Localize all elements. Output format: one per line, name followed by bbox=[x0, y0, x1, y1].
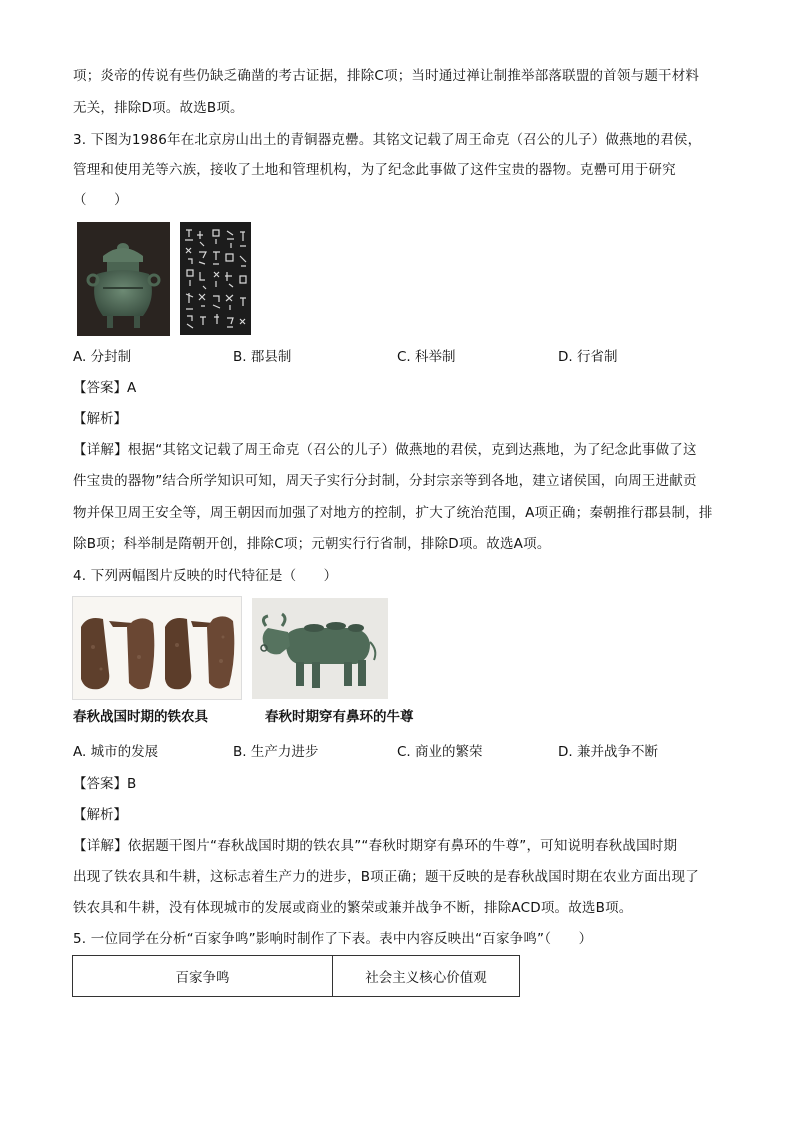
q4-answer: 【答案】B bbox=[73, 776, 137, 792]
table-row bbox=[73, 956, 520, 997]
q3-detail-line-1: 【详解】根据“其铭文记载了周王命克（召公的儿子）做燕地的君侯，克到达燕地，为了纪念此事做了这 bbox=[73, 442, 697, 458]
q4-option-a: A. 城市的发展 bbox=[73, 744, 159, 760]
q4-stem: 4. 下列两幅图片反映的时代特征是（ ） bbox=[73, 568, 338, 584]
q4-detail-line-2: 出现了铁农具和牛耕，这标志着生产力的进步，B项正确；题干反映的是春秋战国时期在农业方面出现了 bbox=[73, 869, 699, 885]
q3-analysis-label: 【解析】 bbox=[73, 411, 127, 427]
q3-detail-line-4: 除B项；科举制是隋朝开创，排除C项；元朝实行行省制，排除D项。故选A项。 bbox=[73, 536, 551, 552]
q5-table-header-2: 社会主义核心价值观 bbox=[333, 956, 520, 997]
q5-table bbox=[72, 955, 520, 997]
q3-detail-line-3: 物并保卫周王安全等，周王朝因而加强了对地方的控制，扩大了统治范围，A项正确；秦朝推行郡县制，排 bbox=[73, 505, 713, 521]
bronze-lei-photo bbox=[77, 222, 170, 336]
q4-detail-line-1: 【详解】依据题干图片“春秋战国时期的铁农具”“春秋时期穿有鼻环的牛尊”，可知说明春秋战国时期 bbox=[73, 838, 678, 854]
q4-option-c: C. 商业的繁荣 bbox=[397, 744, 483, 760]
q3-answer: 【答案】A bbox=[73, 380, 137, 396]
iron-farm-tools-photo bbox=[72, 596, 242, 700]
q5-stem: 5. 一位同学在分析“百家争鸣”影响时制作了下表。表中内容反映出“百家争鸣”（ ） bbox=[73, 931, 593, 947]
q3-option-a: A. 分封制 bbox=[73, 349, 132, 365]
q3-stem-line-3: （ ） bbox=[73, 192, 128, 208]
intro-line-2: 无关，排除D项。故选B项。 bbox=[73, 100, 244, 116]
bronze-ox-zun-photo bbox=[252, 598, 388, 699]
q4-caption-left: 春秋战国时期的铁农具 bbox=[73, 709, 208, 725]
q4-option-b: B. 生产力进步 bbox=[233, 744, 319, 760]
q3-stem-line-2: 管理和使用羌等六族，接收了土地和管理机构，为了纪念此事做了这件宝贵的器物。克罍可用于研究 bbox=[73, 162, 676, 178]
q4-analysis-label: 【解析】 bbox=[73, 807, 127, 823]
q3-stem-line-1: 3. 下图为1986年在北京房山出土的青铜器克罍。其铭文记载了周王命克（召公的儿子）做燕地的君侯， bbox=[73, 132, 702, 148]
q4-caption-right: 春秋时期穿有鼻环的牛尊 bbox=[265, 709, 414, 725]
q3-option-b: B. 郡县制 bbox=[233, 349, 292, 365]
q3-detail-line-2: 件宝贵的器物”结合所学知识可知，周天子实行分封制，分封宗亲等到各地，建立诸侯国，向周王进献贡 bbox=[73, 473, 697, 489]
q4-detail-line-3: 铁农具和牛耕，没有体现城市的发展或商业的繁荣或兼并战争不断，排除ACD项。故选B项。 bbox=[73, 900, 633, 916]
q4-option-d: D. 兼并战争不断 bbox=[558, 744, 658, 760]
q3-option-d: D. 行省制 bbox=[558, 349, 618, 365]
inscription-rubbing bbox=[180, 222, 251, 335]
q5-table-header-1: 百家争鸣 bbox=[73, 956, 333, 997]
q3-option-c: C. 科举制 bbox=[397, 349, 456, 365]
intro-line-1: 项；炎帝的传说有些仍缺乏确凿的考古证据，排除C项；当时通过禅让制推举部落联盟的首领与题干材料 bbox=[73, 68, 700, 84]
